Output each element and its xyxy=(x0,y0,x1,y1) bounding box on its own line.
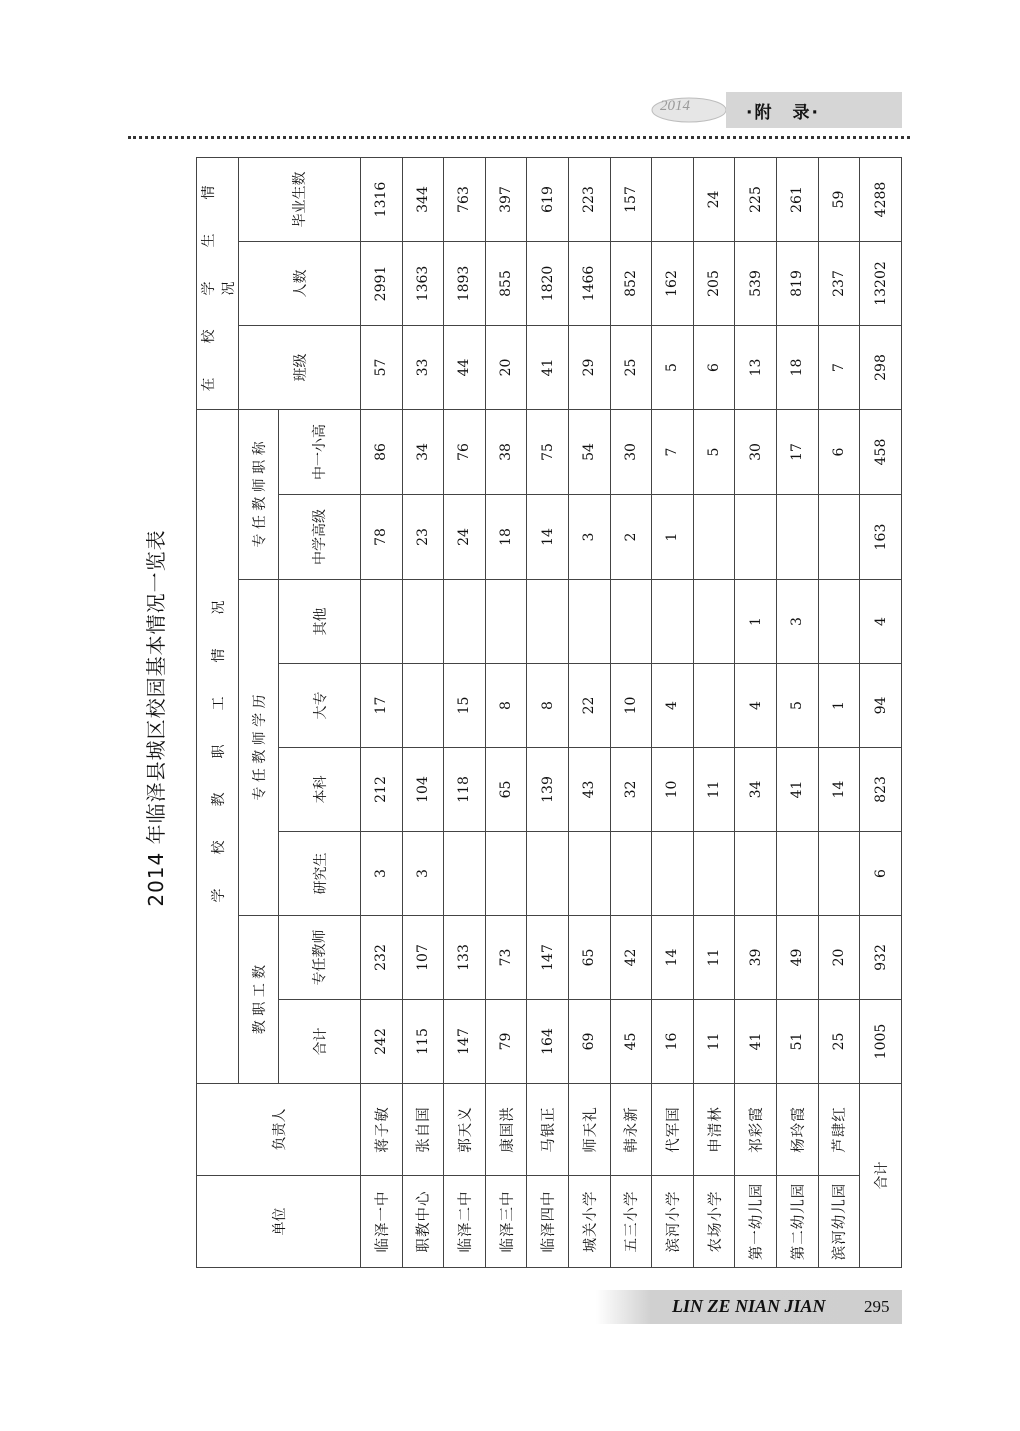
cell-bachelor: 118 xyxy=(444,748,486,832)
cell-unit: 农场小学 xyxy=(693,1176,735,1268)
cell-grad xyxy=(568,832,610,916)
cell-bachelor: 10 xyxy=(652,748,694,832)
cell-mid: 30 xyxy=(735,410,777,495)
col-classes: 班级 xyxy=(239,326,361,410)
cell-other: 3 xyxy=(776,580,818,664)
cell-mid: 17 xyxy=(776,410,818,495)
cell-bachelor: 65 xyxy=(485,748,527,832)
header-divider xyxy=(128,136,910,139)
cell-person: 康国洪 xyxy=(485,1084,527,1176)
cell-classes: 6 xyxy=(693,326,735,410)
col-middle-primary-label: 中一小高 xyxy=(311,424,328,480)
cell-grad xyxy=(610,832,652,916)
cell-teachers: 20 xyxy=(818,916,860,1000)
cell-teachers: 107 xyxy=(402,916,444,1000)
cell-unit: 滨河小学 xyxy=(652,1176,694,1268)
cell-grad: 3 xyxy=(402,832,444,916)
cell-other xyxy=(402,580,444,664)
cell-unit: 城关小学 xyxy=(568,1176,610,1268)
group-staff-count: 教 职 工 数 xyxy=(239,916,279,1084)
cell-classes: 33 xyxy=(402,326,444,410)
total-cell: 458 xyxy=(860,410,902,495)
cell-teachers: 73 xyxy=(485,916,527,1000)
cell-students: 2991 xyxy=(361,242,403,326)
cell-graduates: 261 xyxy=(776,157,818,241)
cell-total: 25 xyxy=(818,1000,860,1084)
cell-mid: 34 xyxy=(402,410,444,495)
page-title: 2014 年临泽县城区校园基本情况一览表 xyxy=(144,529,168,907)
cell-total: 147 xyxy=(444,1000,486,1084)
cell-students: 1466 xyxy=(568,242,610,326)
cell-senior xyxy=(818,495,860,580)
cell-unit: 临泽一中 xyxy=(361,1176,403,1268)
cell-grad xyxy=(818,832,860,916)
cell-teachers: 11 xyxy=(693,916,735,1000)
cell-graduates: 24 xyxy=(693,157,735,241)
cell-teachers: 39 xyxy=(735,916,777,1000)
cell-total: 242 xyxy=(361,1000,403,1084)
total-cell: 1005 xyxy=(860,1000,902,1084)
cell-classes: 57 xyxy=(361,326,403,410)
cell-person: 韩永新 xyxy=(610,1084,652,1176)
cell-classes: 44 xyxy=(444,326,486,410)
cell-students: 1820 xyxy=(527,242,569,326)
table-row xyxy=(735,157,777,1267)
cell-total: 51 xyxy=(776,1000,818,1084)
table-row xyxy=(527,157,569,1267)
col-fulltime-teacher-label: 专任教师 xyxy=(311,929,328,986)
cell-teachers: 42 xyxy=(610,916,652,1000)
cell-person: 郭天义 xyxy=(444,1084,486,1176)
col-senior-middle xyxy=(279,495,361,580)
cell-graduates: 619 xyxy=(527,157,569,241)
cell-person: 蒋子敏 xyxy=(361,1084,403,1176)
cell-bachelor: 139 xyxy=(527,748,569,832)
table-row xyxy=(818,157,860,1267)
total-cell: 932 xyxy=(860,916,902,1000)
cell-person: 代军国 xyxy=(652,1084,694,1176)
year-badge-text: 2014 xyxy=(660,98,690,114)
cell-total: 115 xyxy=(402,1000,444,1084)
cell-other xyxy=(527,580,569,664)
cell-bachelor: 104 xyxy=(402,748,444,832)
cell-college: 15 xyxy=(444,664,486,748)
cell-students: 205 xyxy=(693,242,735,326)
total-cell: 6 xyxy=(860,832,902,916)
cell-total: 11 xyxy=(693,1000,735,1084)
cell-bachelor: 212 xyxy=(361,748,403,832)
col-bachelor: 本科 xyxy=(279,748,361,832)
cell-other xyxy=(818,580,860,664)
cell-person: 张自国 xyxy=(402,1084,444,1176)
cell-mid: 7 xyxy=(652,410,694,495)
cell-teachers: 133 xyxy=(444,916,486,1000)
cell-college: 22 xyxy=(568,664,610,748)
cell-grad xyxy=(735,832,777,916)
cell-classes: 7 xyxy=(818,326,860,410)
cell-unit: 五三小学 xyxy=(610,1176,652,1268)
cell-graduates: 344 xyxy=(402,157,444,241)
cell-total: 41 xyxy=(735,1000,777,1084)
cell-graduates xyxy=(652,157,694,241)
table-row xyxy=(402,157,444,1267)
col-middle-primary xyxy=(279,410,361,495)
cell-senior: 2 xyxy=(610,495,652,580)
cell-students: 855 xyxy=(485,242,527,326)
cell-students: 162 xyxy=(652,242,694,326)
cell-senior: 3 xyxy=(568,495,610,580)
cell-grad xyxy=(776,832,818,916)
cell-graduates: 157 xyxy=(610,157,652,241)
col-senior-middle-label: 中学高级 xyxy=(311,509,328,565)
col-graduates xyxy=(239,157,361,241)
cell-teachers: 147 xyxy=(527,916,569,1000)
total-cell: 94 xyxy=(860,664,902,748)
cell-bachelor: 32 xyxy=(610,748,652,832)
cell-grad xyxy=(527,832,569,916)
cell-bachelor: 43 xyxy=(568,748,610,832)
cell-senior xyxy=(693,495,735,580)
col-person: 负责人 xyxy=(197,1084,361,1176)
cell-other xyxy=(568,580,610,664)
cell-bachelor: 11 xyxy=(693,748,735,832)
cell-person: 芦肆红 xyxy=(818,1084,860,1176)
cell-graduates: 225 xyxy=(735,157,777,241)
cell-unit: 临泽三中 xyxy=(485,1176,527,1268)
cell-unit: 临泽二中 xyxy=(444,1176,486,1268)
cell-students: 819 xyxy=(776,242,818,326)
cell-unit: 第一幼儿园 xyxy=(735,1176,777,1268)
col-count: 人数 xyxy=(239,242,361,326)
cell-college: 4 xyxy=(652,664,694,748)
cell-senior: 14 xyxy=(527,495,569,580)
cell-classes: 25 xyxy=(610,326,652,410)
cell-students: 1363 xyxy=(402,242,444,326)
group-school-staff: 学 校 教 职 工 情 况 xyxy=(197,410,239,1084)
total-cell: 298 xyxy=(860,326,902,410)
cell-mid: 54 xyxy=(568,410,610,495)
cell-classes: 29 xyxy=(568,326,610,410)
cell-college xyxy=(693,664,735,748)
cell-total: 16 xyxy=(652,1000,694,1084)
cell-teachers: 14 xyxy=(652,916,694,1000)
cell-senior: 1 xyxy=(652,495,694,580)
cell-senior: 24 xyxy=(444,495,486,580)
cell-unit: 职教中心 xyxy=(402,1176,444,1268)
cell-classes: 20 xyxy=(485,326,527,410)
cell-classes: 41 xyxy=(527,326,569,410)
table-row xyxy=(444,157,486,1267)
table-row xyxy=(485,157,527,1267)
cell-college: 1 xyxy=(818,664,860,748)
cell-mid: 75 xyxy=(527,410,569,495)
cell-grad xyxy=(652,832,694,916)
cell-college: 5 xyxy=(776,664,818,748)
cell-grad xyxy=(485,832,527,916)
total-cell: 163 xyxy=(860,495,902,580)
col-fulltime-teacher xyxy=(279,916,361,1000)
cell-mid: 76 xyxy=(444,410,486,495)
cell-senior: 23 xyxy=(402,495,444,580)
cell-total: 45 xyxy=(610,1000,652,1084)
cell-teachers: 49 xyxy=(776,916,818,1000)
col-graduates-label: 毕业生数 xyxy=(291,171,308,228)
cell-students: 852 xyxy=(610,242,652,326)
col-unit: 单位 xyxy=(197,1176,361,1268)
cell-grad: 3 xyxy=(361,832,403,916)
cell-mid: 6 xyxy=(818,410,860,495)
cell-students: 237 xyxy=(818,242,860,326)
cell-total: 69 xyxy=(568,1000,610,1084)
total-label: 合计 xyxy=(860,1084,902,1268)
cell-mid: 38 xyxy=(485,410,527,495)
cell-teachers: 232 xyxy=(361,916,403,1000)
cell-mid: 5 xyxy=(693,410,735,495)
page-number: 295 xyxy=(864,1297,890,1316)
cell-other xyxy=(610,580,652,664)
total-cell: 823 xyxy=(860,748,902,832)
cell-college xyxy=(402,664,444,748)
cell-unit: 临泽四中 xyxy=(527,1176,569,1268)
cell-senior xyxy=(776,495,818,580)
col-other: 其他 xyxy=(279,580,361,664)
col-college: 大专 xyxy=(279,664,361,748)
col-grad: 研究生 xyxy=(279,832,361,916)
cell-other xyxy=(361,580,403,664)
cell-senior: 18 xyxy=(485,495,527,580)
cell-other: 1 xyxy=(735,580,777,664)
table-row xyxy=(568,157,610,1267)
total-cell: 4288 xyxy=(860,157,902,241)
cell-students: 539 xyxy=(735,242,777,326)
table-row xyxy=(610,157,652,1267)
cell-total: 79 xyxy=(485,1000,527,1084)
cell-other xyxy=(444,580,486,664)
cell-students: 1893 xyxy=(444,242,486,326)
table-body xyxy=(361,157,860,1267)
cell-senior xyxy=(735,495,777,580)
cell-grad xyxy=(693,832,735,916)
cell-person: 祁彩霞 xyxy=(735,1084,777,1176)
cell-grad xyxy=(444,832,486,916)
cell-college: 4 xyxy=(735,664,777,748)
table-block xyxy=(144,151,902,1268)
cell-person: 申清林 xyxy=(693,1084,735,1176)
section-label: ·附 录· xyxy=(746,103,820,123)
cell-graduates: 223 xyxy=(568,157,610,241)
cell-bachelor: 34 xyxy=(735,748,777,832)
cell-graduates: 1316 xyxy=(361,157,403,241)
cell-person: 杨玲霞 xyxy=(776,1084,818,1176)
table-row xyxy=(693,157,735,1267)
journal-name: LIN ZE NIAN JIAN xyxy=(672,1296,826,1316)
school-table xyxy=(196,151,902,1268)
cell-mid: 86 xyxy=(361,410,403,495)
cell-classes: 5 xyxy=(652,326,694,410)
group-students: 在 校 学 生 情 况 xyxy=(197,157,239,409)
cell-other xyxy=(485,580,527,664)
cell-classes: 18 xyxy=(776,326,818,410)
cell-bachelor: 41 xyxy=(776,748,818,832)
table-row xyxy=(776,157,818,1267)
col-total: 合计 xyxy=(279,1000,361,1084)
cell-person: 师天礼 xyxy=(568,1084,610,1176)
cell-person: 马银正 xyxy=(527,1084,569,1176)
cell-classes: 13 xyxy=(735,326,777,410)
cell-bachelor: 14 xyxy=(818,748,860,832)
cell-teachers: 65 xyxy=(568,916,610,1000)
cell-senior: 78 xyxy=(361,495,403,580)
cell-college: 17 xyxy=(361,664,403,748)
table-row xyxy=(652,157,694,1267)
table-row xyxy=(361,157,403,1267)
cell-mid: 30 xyxy=(610,410,652,495)
cell-college: 8 xyxy=(527,664,569,748)
cell-graduates: 397 xyxy=(485,157,527,241)
cell-graduates: 763 xyxy=(444,157,486,241)
cell-unit: 滨河幼儿园 xyxy=(818,1176,860,1268)
cell-college: 10 xyxy=(610,664,652,748)
cell-graduates: 59 xyxy=(818,157,860,241)
cell-other xyxy=(693,580,735,664)
group-education: 专 任 教 师 学 历 xyxy=(239,580,279,916)
total-cell: 13202 xyxy=(860,242,902,326)
cell-other xyxy=(652,580,694,664)
cell-unit: 第二幼儿园 xyxy=(776,1176,818,1268)
cell-total: 164 xyxy=(527,1000,569,1084)
group-title: 专 任 教 师 职 称 xyxy=(239,410,279,580)
total-cell: 4 xyxy=(860,580,902,664)
cell-college: 8 xyxy=(485,664,527,748)
